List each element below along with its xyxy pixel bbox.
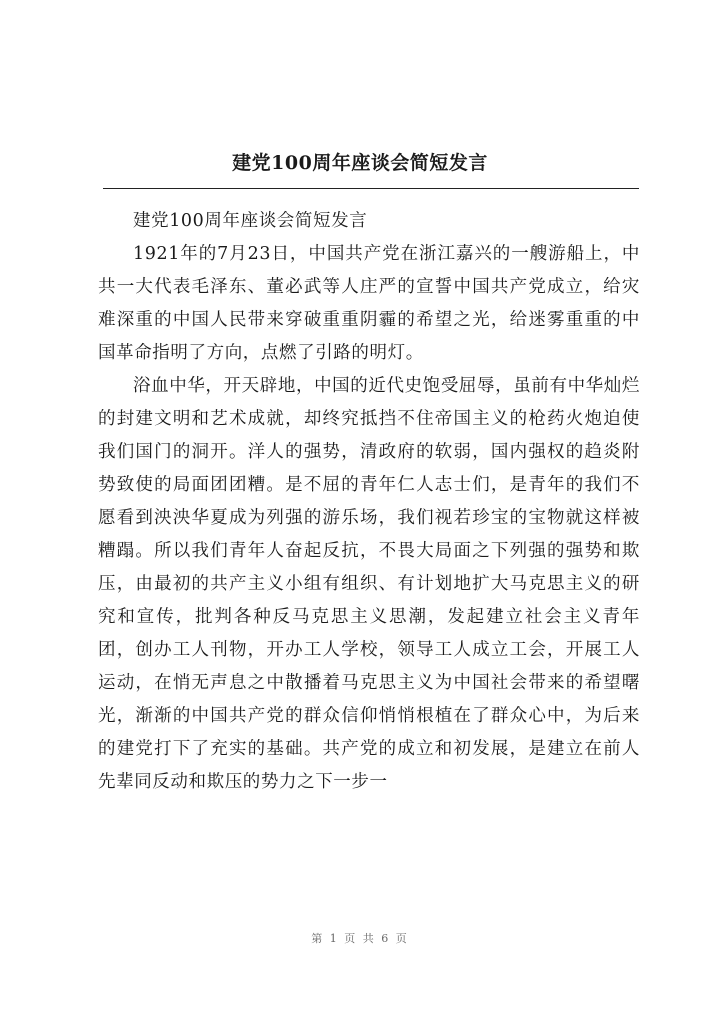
paragraph-history: 浴血中华，开天辟地，中国的近代史饱受屈辱，虽前有中华灿烂的封建文明和艺术成就，却终究抵挡不住帝国主义的枪药火炮迫使我们国门的洞开。洋人的强势，清政府的软弱，国内强权的趋炎附势致使的局面团团糟。是不屈的青年仁人志士们，是青年的我们不愿看到泱泱华夏成为列强的游乐场，我们视若珍宝的宝物就这样被糟蹋。所以我们青年人奋起反抗，不畏大局面之下列强的强势和欺压，由最初的共产主义小组有组织、有计划地扩大马克思主义的研究和宣传，批判各种反马克思主义思潮，发起建立社会主义青年团，创办工人刊物，开办工人学校，领导工人成立工会，开展工人运动，在悄无声息之中散播着马克思主义为中国社会带来的希望曙光，渐渐的中国共产党的群众信仰悄悄根植在了群众心中，为后来的建党打下了充实的基础。共产党的成立和初发展，是建立在前人先辈同反动和欺压的势力之下一步一 <box>98 376 640 792</box>
paragraph-founding: 1921年的7月23日，中国共产党在浙江嘉兴的一艘游船上，中共一大代表毛泽东、董必武等人庄严的宣誓中国共产党成立，给灾难深重的中国人民带来穿破重重阴霾的希望之光，给迷雾重重的中国革命指明了方向，点燃了引路的明灯。 <box>98 244 640 363</box>
document-body <box>98 205 640 799</box>
page-number-footer: 第 1 页 共 6 页 <box>311 932 409 945</box>
document-title: 建党100周年座谈会简短发言 <box>232 152 488 174</box>
title-divider <box>103 188 639 189</box>
paragraph-subtitle: 建党100周年座谈会简短发言 <box>133 211 368 231</box>
